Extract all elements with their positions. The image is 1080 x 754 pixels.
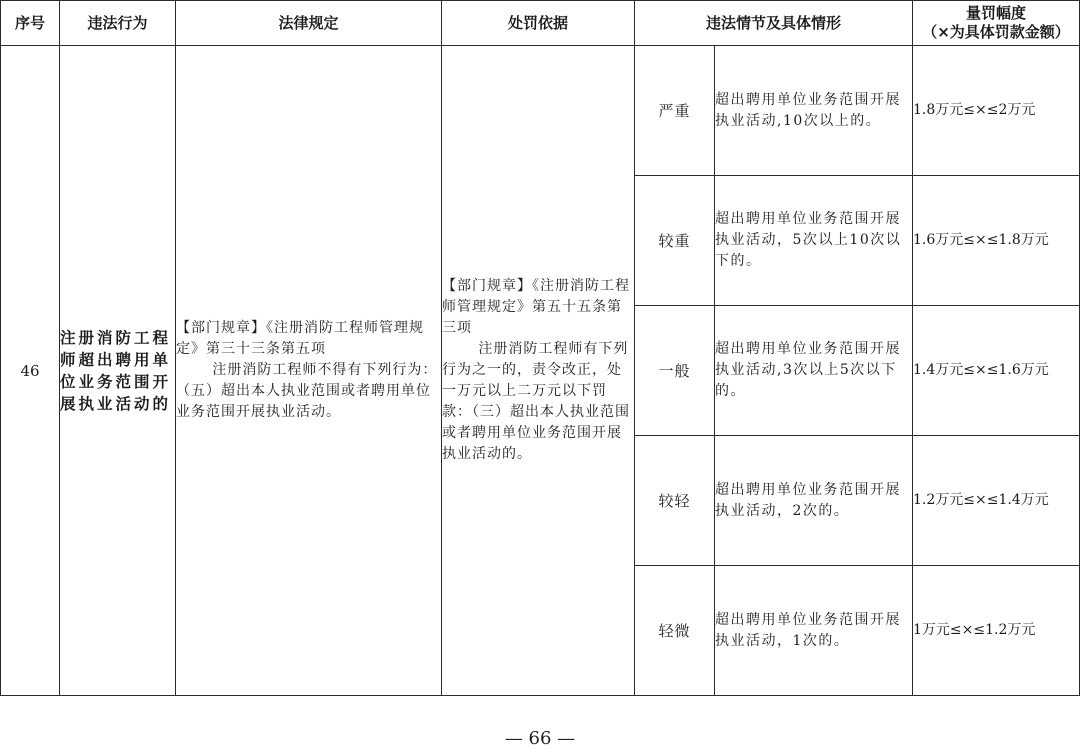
- header-penalty-range: [913, 1, 1080, 46]
- level-cell: 较重: [635, 176, 715, 306]
- situation-cell: 超出聘用单位业务范围开展执业活动,3次以上5次以下的。: [715, 306, 913, 436]
- situation-cell: 超出聘用单位业务范围开展执业活动,10次以上的。: [715, 46, 913, 176]
- header-penalty-basis: 处罚依据: [442, 1, 635, 46]
- row-behavior: 注册消防工程师超出聘用单位业务范围开展执业活动的: [60, 46, 176, 696]
- level-cell: 轻微: [635, 566, 715, 696]
- range-cell: 1.4万元≤×≤1.6万元: [913, 306, 1080, 436]
- level-cell: 较轻: [635, 436, 715, 566]
- range-cell: 1万元≤×≤1.2万元: [913, 566, 1080, 696]
- header-seq: 序号: [1, 1, 60, 46]
- range-cell: 1.8万元≤×≤2万元: [913, 46, 1080, 176]
- range-cell: 1.6万元≤×≤1.8万元: [913, 176, 1080, 306]
- header-row: [1, 1, 1080, 46]
- header-penalty-range-note: （×为具体罚款金额）: [922, 23, 1070, 41]
- row-seq: 46: [1, 46, 60, 696]
- header-violation-circumstances: 违法情节及具体情形: [635, 1, 913, 46]
- situation-cell: 超出聘用单位业务范围开展执业活动，5次以上10次以下的。: [715, 176, 913, 306]
- level-cell: 一般: [635, 306, 715, 436]
- situation-cell: 超出聘用单位业务范围开展执业活动，2次的。: [715, 436, 913, 566]
- header-behavior: 违法行为: [60, 1, 176, 46]
- legal-provision-text: 注册消防工程师不得有下列行为：（五）超出本人执业范围或者聘用单位业务范围开展执业活动。: [176, 362, 438, 420]
- level-cell: 严重: [635, 46, 715, 176]
- header-legal-provision: 法律规定: [176, 1, 442, 46]
- page-number: — 66 —: [504, 728, 576, 749]
- table-row: [1, 46, 1080, 176]
- range-cell: 1.2万元≤×≤1.4万元: [913, 436, 1080, 566]
- row-legal-provision: [176, 46, 442, 696]
- header-penalty-range-title: 量罚幅度: [966, 4, 1027, 22]
- penalty-basis-text: 注册消防工程师有下列行为之一的，责令改正，处一万元以上二万元以下罚款：（三）超出本人执业范围或者聘用单位业务范围开展执业活动的。: [442, 341, 630, 462]
- situation-cell: 超出聘用单位业务范围开展执业活动，1次的。: [715, 566, 913, 696]
- row-penalty-basis: [442, 46, 635, 696]
- legal-provision-source: 【部门规章】《注册消防工程师管理规定》第三十三条第五项: [176, 320, 424, 357]
- penalty-basis-source: 【部门规章】《注册消防工程师管理规定》第五十五条第三项: [442, 278, 630, 336]
